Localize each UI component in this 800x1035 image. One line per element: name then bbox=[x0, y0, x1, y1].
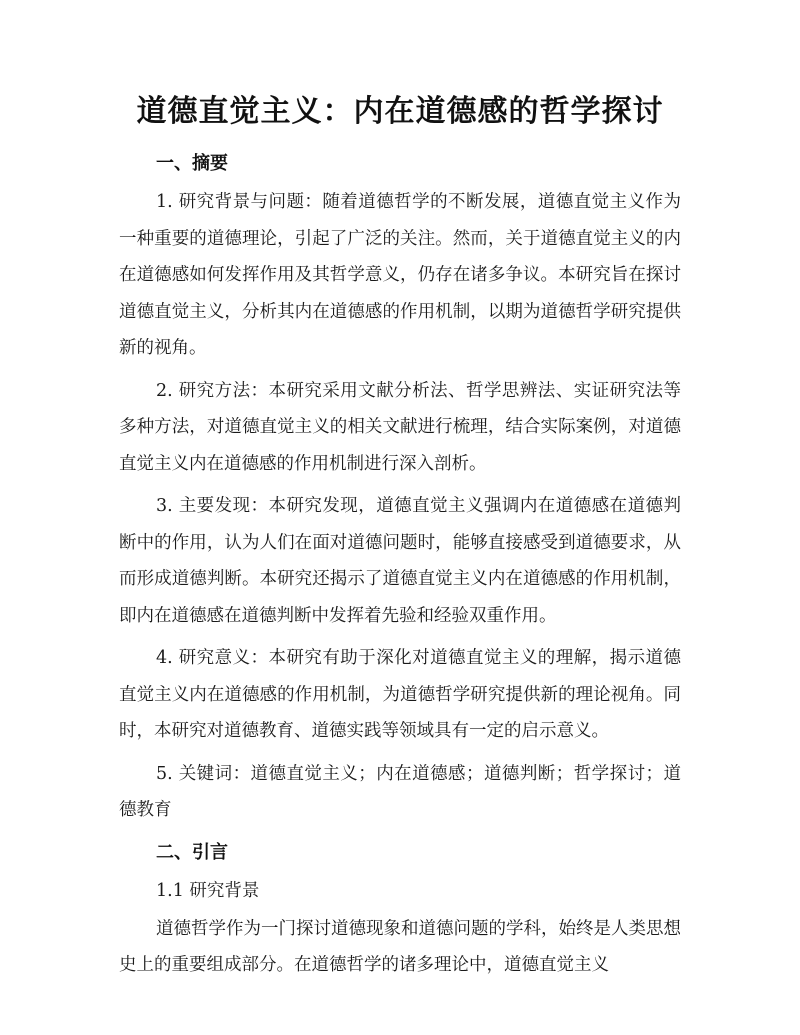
subsection-heading-background: 1.1 研究背景 bbox=[156, 880, 260, 901]
document-title: 道德直觉主义：内在道德感的哲学探讨 bbox=[136, 94, 664, 129]
abstract-item-keywords: 5. 关键词：道德直觉主义；内在道德感；道德判断；哲学探讨；道德教育 bbox=[119, 763, 681, 820]
intro-paragraph: 道德哲学作为一门探讨道德现象和道德问题的学科，始终是人类思想史上的重要组成部分。在道德哲学的诸多理论中，道德直觉主义 bbox=[119, 918, 681, 975]
abstract-item-findings: 3. 主要发现：本研究发现，道德直觉主义强调内在道德感在道德判断中的作用，认为人们在面对道德问题时，能够直接感受到道德要求，从而形成道德判断。本研究还揭示了道德直觉主义内在道德感的作用机制，即内在道德感在道德判断中发挥着先验和经验双重作用。 bbox=[119, 496, 681, 626]
abstract-item-background: 1. 研究背景与问题：随着道德哲学的不断发展，道德直觉主义作为一种重要的道德理论，引起了广泛的关注。然而，关于道德直觉主义的内在道德感如何发挥作用及其哲学意义，仍存在诸多争议。本研究旨在探讨道德直觉主义，分析其内在道德感的作用机制，以期为道德哲学研究提供新的视角。 bbox=[119, 192, 681, 358]
abstract-item-significance: 4. 研究意义：本研究有助于深化对道德直觉主义的理解，揭示道德直觉主义内在道德感的作用机制，为道德哲学研究提供新的理论视角。同时，本研究对道德教育、道德实践等领域具有一定的启示意义。 bbox=[119, 648, 681, 741]
document-body bbox=[119, 146, 681, 984]
abstract-heading: 一、摘要 bbox=[156, 153, 228, 174]
abstract-item-methods: 2. 研究方法：本研究采用文献分析法、哲学思辨法、实证研究法等多种方法，对道德直觉主义的相关文献进行梳理，结合实际案例，对道德直觉主义内在道德感的作用机制进行深入剖析。 bbox=[119, 380, 681, 474]
intro-heading: 二、引言 bbox=[156, 841, 228, 863]
